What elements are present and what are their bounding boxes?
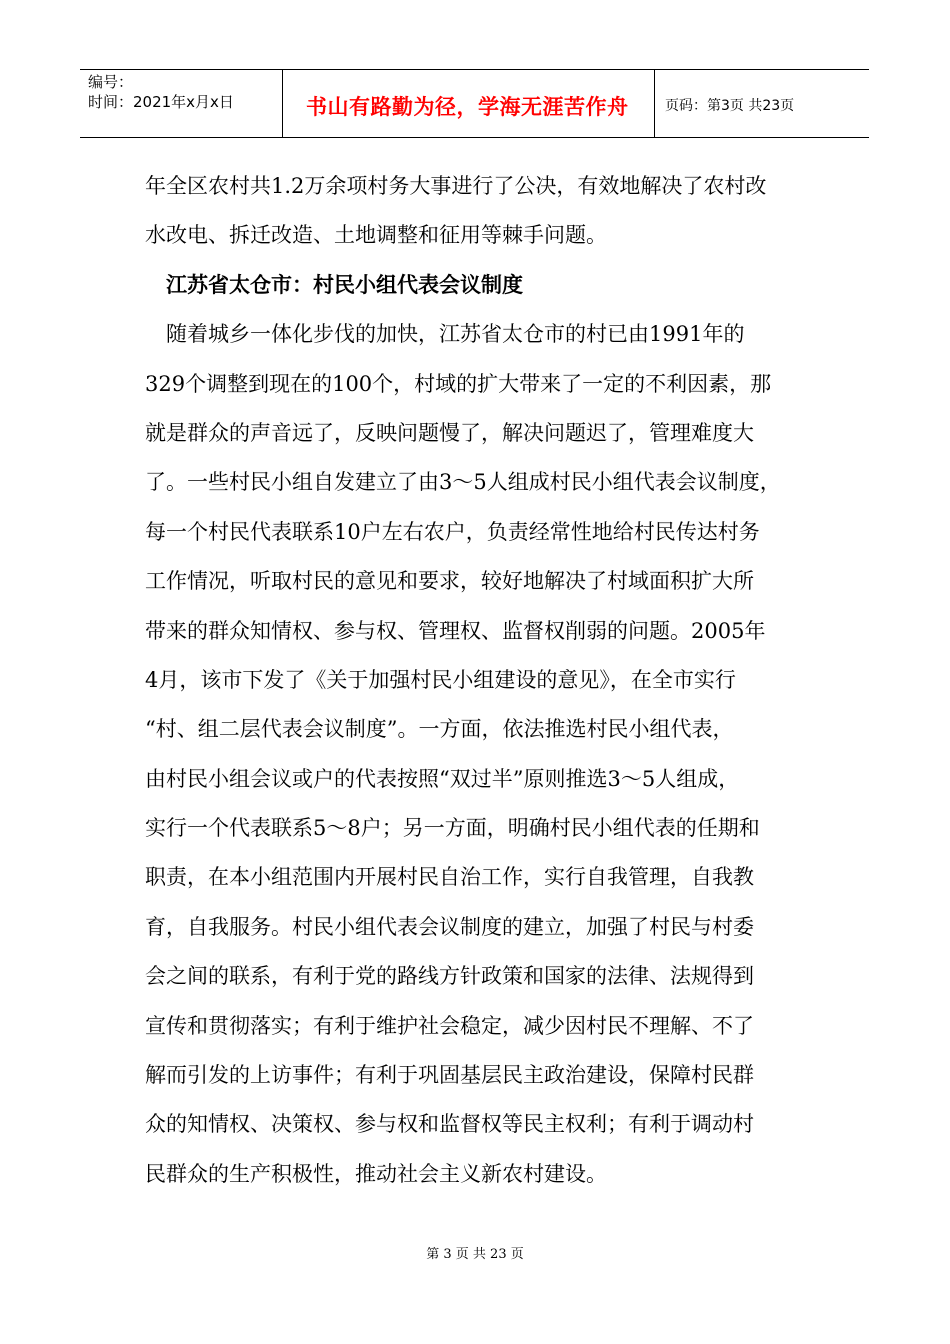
section-heading: 江苏省太仓市：村民小组代表会议制度	[166, 272, 523, 297]
text-line: 每一个村民代表联系10户左右农户，负责经常性地给村民传达村务	[145, 519, 760, 544]
text-line: 实行一个代表联系5～8户；另一方面，明确村民小组代表的任期和	[145, 816, 760, 841]
text-line: 宣传和贯彻落实；有利于维护社会稳定，减少因村民不理解、不了	[145, 1013, 754, 1038]
text-line: 工作情况，听取村民的意见和要求，较好地解决了村域面积扩大所	[145, 569, 754, 594]
page-header	[80, 69, 869, 138]
header-meta-cell	[80, 70, 283, 137]
text-line: 民群众的生产积极性，推动社会主义新农村建设。	[145, 1161, 607, 1186]
text-line: 年全区农村共1.2万余项村务大事进行了公决，有效地解决了农村改	[145, 174, 767, 198]
text-line: 就是群众的声音远了，反映问题慢了，解决问题迟了，管理难度大	[145, 420, 754, 445]
text-line: 由村民小组会议或户的代表按照“双过半”原则推选3～5人组成，	[145, 766, 740, 791]
header-page-cell	[655, 70, 869, 137]
text-line: 会之间的联系，有利于党的路线方针政策和国家的法律、法规得到	[145, 964, 754, 989]
date-label: 时间：2021年x月x日	[88, 93, 234, 111]
page-info: 页码：第3页 共23页	[665, 97, 795, 114]
text-line: 带来的群众知情权、参与权、管理权、监督权削弱的问题。2005年	[145, 618, 766, 643]
text-line: 329个调整到现在的100个，村域的扩大带来了一定的不利因素，那	[145, 371, 772, 396]
footer-page-number: 第 3 页 共 23 页	[426, 1247, 524, 1262]
text-line: 解而引发的上访事件；有利于巩固基层民主政治建设，保障村民群	[145, 1063, 754, 1088]
doc-number-label: 编号：	[88, 73, 134, 91]
text-line: 职责，在本小组范围内开展村民自治工作，实行自我管理，自我教	[145, 865, 754, 890]
page-footer	[0, 1243, 950, 1262]
text-line: 众的知情权、决策权、参与权和监督权等民主权利；有利于调动村	[145, 1112, 754, 1137]
text-line: 水改电、拆迁改造、土地调整和征用等棘手问题。	[145, 223, 607, 248]
text-line: 育，自我服务。村民小组代表会议制度的建立，加强了村民与村委	[145, 914, 754, 939]
text-line: 4月，该市下发了《关于加强村民小组建设的意见》，在全市实行	[145, 667, 736, 692]
header-motto-cell	[283, 70, 655, 137]
motto-text: 书山有路勤为径，学海无涯苦作舟	[306, 94, 629, 119]
document-body	[145, 162, 813, 1199]
text-line: 随着城乡一体化步伐的加快，江苏省太仓市的村已由1991年的	[166, 322, 745, 347]
text-line: “村、组二层代表会议制度”。一方面，依法推选村民小组代表，	[145, 717, 734, 742]
text-line: 了。一些村民小组自发建立了由3～5人组成村民小组代表会议制度，	[145, 470, 781, 495]
